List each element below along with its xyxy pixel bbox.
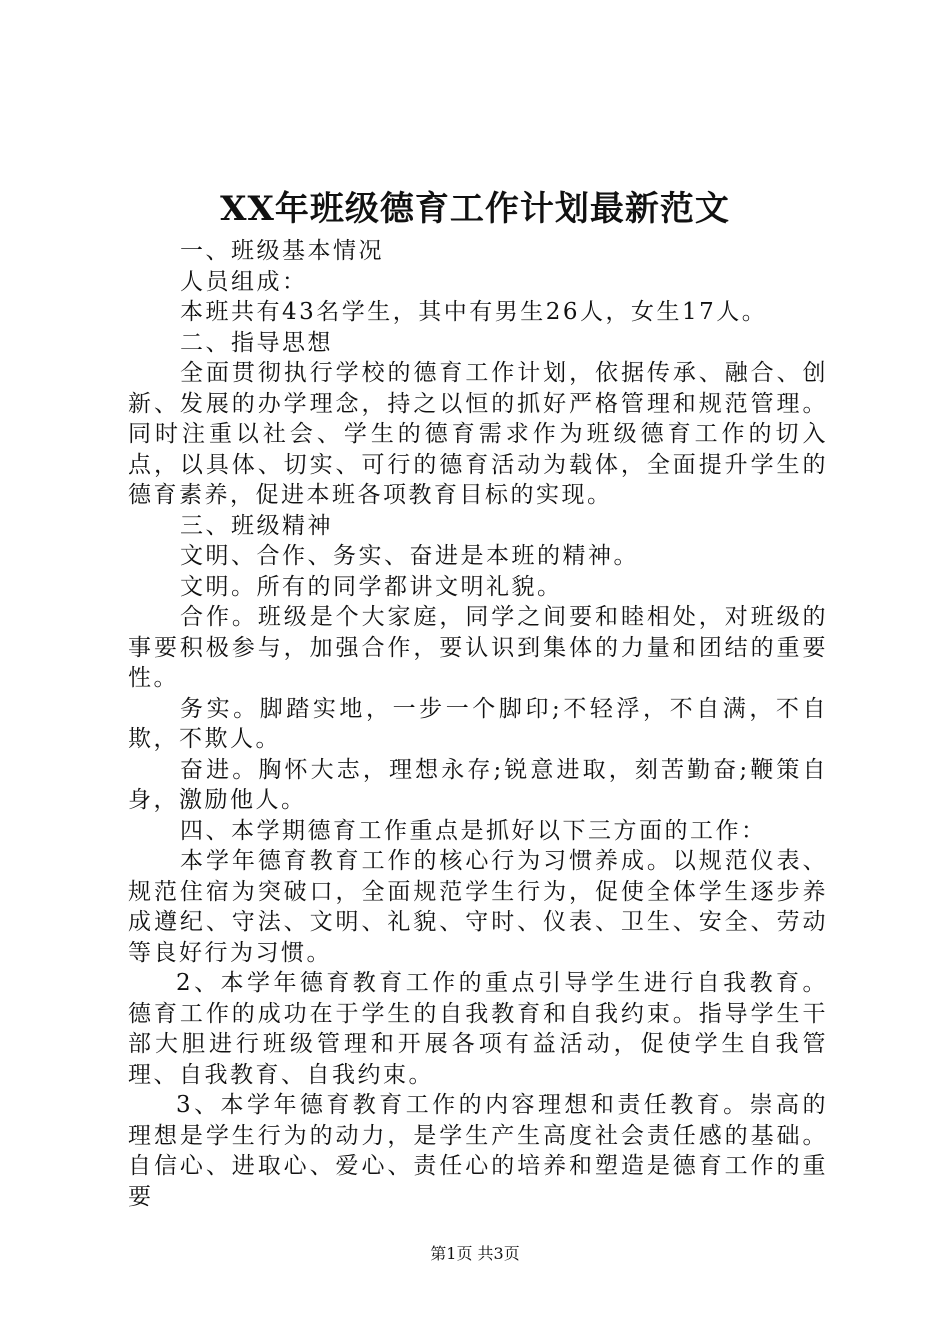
document-body: [128, 236, 828, 1212]
page-footer: 第1页 共3页: [430, 1244, 520, 1263]
paragraph: 3、本学年德育教育工作的内容理想和责任教育。崇高的理想是学生行为的动力，是学生产生高度社会责任感的基础。自信心、进取心、爱心、责任心的培养和塑造是德育工作的重要: [128, 1092, 828, 1210]
paragraph: 奋进。胸怀大志，理想永存;锐意进取，刻苦勤奋;鞭策自身，激励他人。: [128, 756, 828, 813]
section-heading-1: 一、班级基本情况: [180, 238, 384, 264]
paragraph: 本班共有43名学生，其中有男生26人，女生17人。: [180, 299, 768, 325]
paragraph: 全面贯彻执行学校的德育工作计划，依据传承、融合、创新、发展的办学理念，持之以恒的抓好严格管理和规范管理。同时注重以社会、学生的德育需求作为班级德育工作的切入点，以具体、切实、可行的德育活动为载体，全面提升学生的德育素养，促进本班各项教育目标的实现。: [128, 360, 828, 508]
section-heading-3: 三、班级精神: [180, 512, 333, 539]
paragraph: 本学年德育教育工作的核心行为习惯养成。以规范仪表、规范住宿为突破口，全面规范学生行为，促使全体学生逐步养成遵纪、守法、文明、礼貌、守时、仪表、卫生、安全、劳动等良好行为习惯。: [128, 848, 828, 966]
paragraph: 2、本学年德育教育工作的重点引导学生进行自我教育。德育工作的成功在于学生的自我教育和自我约束。指导学生干部大胆进行班级管理和开展各项有益活动，促使学生自我管理、自我教育、自我约束。: [128, 970, 828, 1088]
paragraph: 文明、合作、务实、奋进是本班的精神。: [180, 543, 639, 569]
paragraph: 人员组成：: [180, 268, 308, 295]
document-title: XX年班级德育工作计划最新范文: [220, 189, 730, 229]
paragraph: 务实。脚踏实地，一步一个脚印;不轻浮，不自满，不自欺，不欺人。: [128, 695, 828, 752]
section-heading-4: 四、本学期德育工作重点是抓好以下三方面的工作：: [180, 817, 767, 844]
paragraph: 合作。班级是个大家庭，同学之间要和睦相处，对班级的事要积极参与，加强合作，要认识到集体的力量和团结的重要性。: [128, 604, 828, 691]
paragraph: 文明。所有的同学都讲文明礼貌。: [180, 573, 563, 600]
section-heading-2: 二、指导思想: [180, 329, 333, 356]
